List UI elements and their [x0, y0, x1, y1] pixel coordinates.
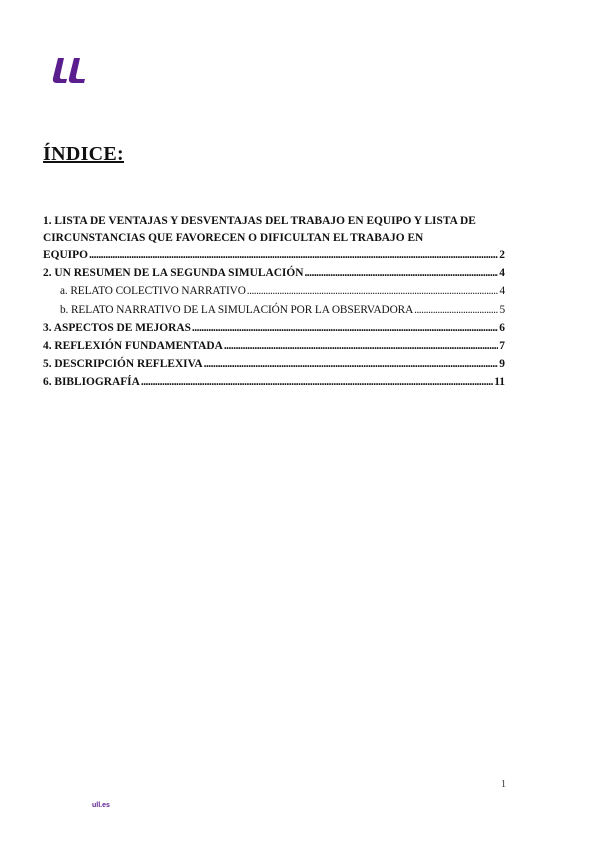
toc-page-number: 4 — [499, 285, 505, 298]
toc-entry-label: 3. ASPECTOS DE MEJORAS — [43, 321, 191, 334]
toc-entry-2[interactable] — [43, 265, 505, 282]
toc-entry-label: b. RELATO NARRATIVO DE LA SIMULACIÓN POR LA OBSERVADORA — [60, 303, 414, 316]
dot-leader — [204, 356, 499, 373]
toc-page-number: 7 — [499, 339, 505, 352]
toc-page-number: 5 — [499, 303, 505, 316]
toc-entry-3[interactable] — [43, 320, 505, 337]
toc-entry-label: 2. UN RESUMEN DE LA SEGUNDA SIMULACIÓN — [43, 267, 304, 280]
page-title: ÍNDICE: — [43, 143, 124, 165]
toc-entry-5[interactable] — [43, 356, 505, 373]
toc-page-number: 11 — [494, 376, 505, 389]
toc-entry-label: a. RELATO COLECTIVO NARRATIVO — [60, 285, 246, 298]
toc-entry-1[interactable] — [43, 213, 505, 264]
toc-subentry-2a[interactable] — [43, 283, 505, 300]
dot-leader — [304, 265, 498, 282]
toc-entry-label: 4. REFLEXIÓN FUNDAMENTADA — [43, 339, 223, 352]
toc-page-number: 9 — [499, 358, 505, 371]
toc-entry-label: EQUIPO — [43, 249, 88, 261]
toc-entry-label: 5. DESCRIPCIÓN REFLEXIVA — [43, 358, 203, 371]
toc-page-number: 6 — [499, 321, 505, 334]
toc-page-number: 2 — [499, 249, 505, 261]
dot-leader — [247, 283, 499, 300]
ull-logo-icon — [50, 56, 88, 84]
toc-entry-label: 6. BIBLIOGRAFÍA — [43, 376, 140, 389]
toc-page-number: 4 — [499, 267, 505, 280]
dot-leader — [89, 247, 498, 264]
dot-leader — [224, 338, 498, 355]
dot-leader — [141, 374, 493, 391]
toc-entry-label: 1. LISTA DE VENTAJAS Y DESVENTAJAS DEL TRABAJO EN EQUIPO Y LISTA DE CIRCUNSTANCIAS QUE FAVORECEN O DIFICULTAN EL TRABAJO EN — [43, 215, 476, 244]
toc-entry-6[interactable] — [43, 374, 505, 391]
toc-entry-4[interactable] — [43, 338, 505, 355]
table-of-contents — [43, 213, 505, 393]
toc-subentry-2b[interactable] — [43, 302, 505, 319]
page-number: 1 — [501, 779, 506, 790]
dot-leader — [414, 302, 498, 319]
footer-brand-link[interactable]: ull.es — [92, 802, 110, 809]
dot-leader — [192, 320, 498, 337]
